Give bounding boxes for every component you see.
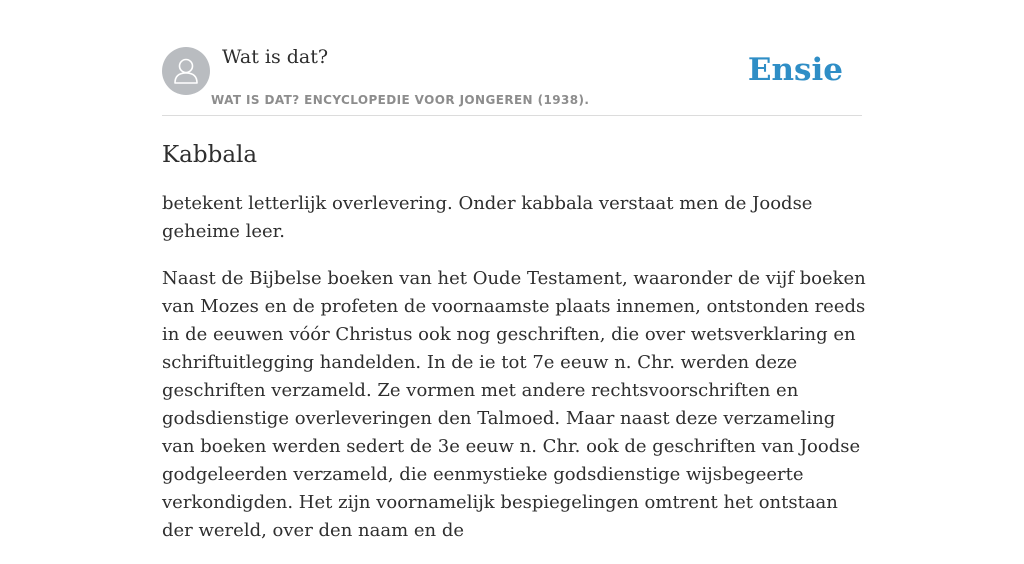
article: [162, 140, 866, 564]
article-paragraph: betekent letterlijk overlevering. Onder kabbala verstaat men de Joodse geheime leer.: [162, 193, 813, 242]
source-title[interactable]: Wat is dat?: [222, 46, 329, 68]
user-icon: [162, 47, 210, 95]
ensie-logo[interactable]: Ensie: [747, 52, 843, 88]
article-paragraph: Naast de Bijbelse boeken van het Oude Testament, waaronder de vijf boeken van Mozes en de profeten de voornaamste plaats innemen, ontstonden reeds in de eeuwen vóór Christus ook nog geschriften, die over wetsverklaring en schriftuitlegging handelden. In de ie tot 7e eeuw n. Chr. werden deze geschriften verzameld. Ze vormen met andere rechtsvoorschriften en godsdienstige overleveringen den Talmoed. Maar naast deze verzameling van boeken werden sedert de 3e eeuw n. Chr. ook de geschriften van Joodse godgeleerden verzameld, die eenmystieke godsdienstige wijsbegeerte verkondigden. Het zijn voornamelijk bespiegelingen omtrent het ontstaan der wereld, over den naam en de: [162, 268, 866, 541]
source-header: [162, 46, 862, 116]
article-title: Kabbala: [162, 142, 258, 168]
source-subtitle[interactable]: WAT IS DAT? ENCYCLOPEDIE VOOR JONGEREN (1938).: [211, 93, 590, 107]
avatar[interactable]: [162, 47, 210, 95]
